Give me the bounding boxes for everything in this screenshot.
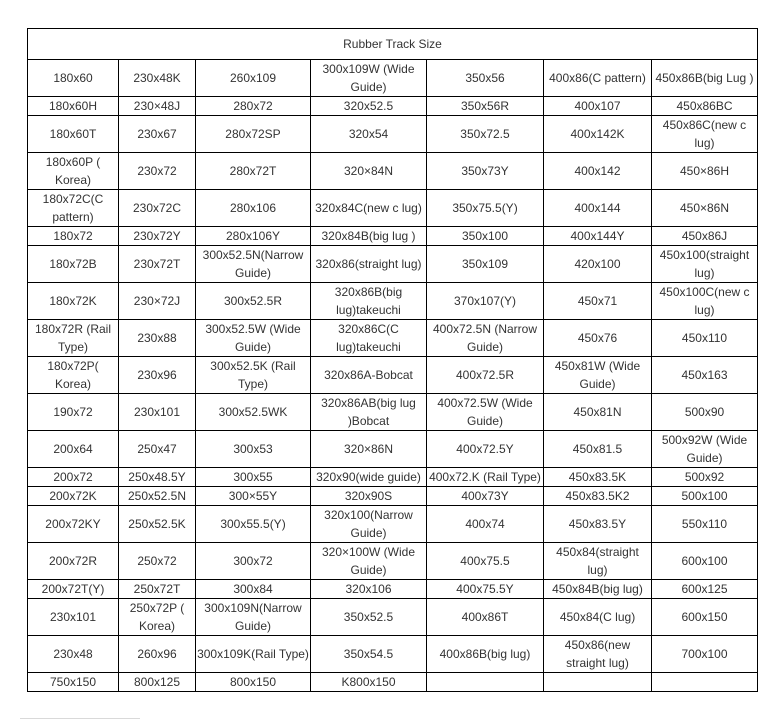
table-cell: 420x100 (544, 246, 652, 283)
table-cell: 350x100 (427, 227, 544, 246)
table-cell: 300x52.5N(Narrow Guide) (196, 246, 311, 283)
table-cell: 300x52.5W (Wide Guide) (196, 320, 311, 357)
table-cell: 400x75.5Y (427, 580, 544, 599)
table-row (28, 246, 758, 283)
table-cell: 280x72T (196, 153, 311, 190)
table-cell: 370x107(Y) (427, 283, 544, 320)
table-cell: 400x72.5W (Wide Guide) (427, 394, 544, 431)
table-cell: 250x48.5Y (119, 468, 196, 487)
table-cell: 800x150 (196, 673, 311, 692)
table-cell: 230x72T (119, 246, 196, 283)
table-caption: Rubber Track Size (28, 29, 758, 60)
table-row (28, 431, 758, 468)
table-cell: 450x81.5 (544, 431, 652, 468)
table-cell: 200x64 (28, 431, 119, 468)
table-cell: 320×84N (311, 153, 427, 190)
table-cell: 300x109W (Wide Guide) (311, 60, 427, 97)
table-row (28, 357, 758, 394)
table-cell: 400x75.5 (427, 543, 544, 580)
table-cell: 450x83.5K2 (544, 487, 652, 506)
table-cell: 180x72 (28, 227, 119, 246)
table-cell: 320x86C(C lug)takeuchi (311, 320, 427, 357)
table-cell: 450x71 (544, 283, 652, 320)
table-cell: 320x86A-Bobcat (311, 357, 427, 394)
table-cell: 350x54.5 (311, 636, 427, 673)
table-cell (427, 673, 544, 692)
table-row (28, 116, 758, 153)
table-cell: 300x52.5R (196, 283, 311, 320)
table-cell: 450x100(straight lug) (652, 246, 758, 283)
table-row (28, 580, 758, 599)
table-row (28, 227, 758, 246)
table-cell: 200x72KY (28, 506, 119, 543)
table-cell: 450x84(C lug) (544, 599, 652, 636)
table-cell: 320×86N (311, 431, 427, 468)
table-cell: 180x60P ( Korea) (28, 153, 119, 190)
table-cell: 600x125 (652, 580, 758, 599)
table-cell: 280x72 (196, 97, 311, 116)
table-cell: 400x144Y (544, 227, 652, 246)
table-row (28, 153, 758, 190)
table-cell: 200x72K (28, 487, 119, 506)
table-cell: K800x150 (311, 673, 427, 692)
table-cell: 320x86AB(big lug )Bobcat (311, 394, 427, 431)
table-cell: 200x72R (28, 543, 119, 580)
table-row (28, 487, 758, 506)
table-cell: 320x106 (311, 580, 427, 599)
table-cell: 180x72C(C pattern) (28, 190, 119, 227)
table-row (28, 636, 758, 673)
table-cell: 300x109N(Narrow Guide) (196, 599, 311, 636)
table-cell: 450x81W (Wide Guide) (544, 357, 652, 394)
table-cell: 450×86H (652, 153, 758, 190)
table-cell: 200x72T(Y) (28, 580, 119, 599)
table-row (28, 60, 758, 97)
table-cell: 180x72P( Korea) (28, 357, 119, 394)
table-cell: 320x84B(big lug ) (311, 227, 427, 246)
table-cell: 300x55 (196, 468, 311, 487)
divider (20, 718, 140, 719)
table-cell: 250x47 (119, 431, 196, 468)
table-cell: 300x52.5WK (196, 394, 311, 431)
table-row (28, 190, 758, 227)
table-cell: 350x56R (427, 97, 544, 116)
table-cell: 350x73Y (427, 153, 544, 190)
table-cell: 320x52.5 (311, 97, 427, 116)
table-cell: 280x72SP (196, 116, 311, 153)
table-cell: 350x56 (427, 60, 544, 97)
table-cell: 320x86B(big lug)takeuchi (311, 283, 427, 320)
table-cell: 350x109 (427, 246, 544, 283)
table-cell: 450x84B(big lug) (544, 580, 652, 599)
table-cell: 450x86B(big Lug ) (652, 60, 758, 97)
table-cell: 400x72.5N (Narrow Guide) (427, 320, 544, 357)
table-caption-row (28, 29, 758, 60)
table-cell: 230x96 (119, 357, 196, 394)
table-cell: 400x72.5Y (427, 431, 544, 468)
table-cell: 250x52.5N (119, 487, 196, 506)
table-cell: 400x72.5R (427, 357, 544, 394)
table-cell: 250x72 (119, 543, 196, 580)
table-cell: 250x72P ( Korea) (119, 599, 196, 636)
table-cell: 230x67 (119, 116, 196, 153)
table-cell: 320x84C(new c lug) (311, 190, 427, 227)
table-cell: 600x150 (652, 599, 758, 636)
table-cell: 320x100(Narrow Guide) (311, 506, 427, 543)
table-cell: 180x60T (28, 116, 119, 153)
table-cell: 800x125 (119, 673, 196, 692)
table-cell (544, 673, 652, 692)
table-cell: 230x72 (119, 153, 196, 190)
table-cell: 320x90S (311, 487, 427, 506)
table-cell: 300x84 (196, 580, 311, 599)
table-row (28, 283, 758, 320)
table-cell: 300x72 (196, 543, 311, 580)
table-cell: 450x163 (652, 357, 758, 394)
table-cell: 230x88 (119, 320, 196, 357)
table-cell: 400x142 (544, 153, 652, 190)
table-cell: 450x83.5K (544, 468, 652, 487)
table-cell: 400x86T (427, 599, 544, 636)
table-cell: 400x142K (544, 116, 652, 153)
table-row (28, 320, 758, 357)
table-cell: 230x101 (28, 599, 119, 636)
table-cell: 320x54 (311, 116, 427, 153)
table-cell: 230×72J (119, 283, 196, 320)
table-cell: 230×48J (119, 97, 196, 116)
table-cell: 180x60H (28, 97, 119, 116)
table-row (28, 97, 758, 116)
table-cell: 190x72 (28, 394, 119, 431)
table-cell: 450x76 (544, 320, 652, 357)
table-cell: 400x144 (544, 190, 652, 227)
table-cell: 500x92W (Wide Guide) (652, 431, 758, 468)
table-cell: 350x52.5 (311, 599, 427, 636)
table-cell: 500x100 (652, 487, 758, 506)
table-cell: 750x150 (28, 673, 119, 692)
table-cell: 280x106 (196, 190, 311, 227)
table-row (28, 599, 758, 636)
table-cell: 300x52.5K (Rail Type) (196, 357, 311, 394)
table-cell: 250x72T (119, 580, 196, 599)
table-cell: 300x109K(Rail Type) (196, 636, 311, 673)
table-cell: 400x73Y (427, 487, 544, 506)
table-cell: 450x86J (652, 227, 758, 246)
table-cell: 300×55Y (196, 487, 311, 506)
table-cell: 400x72.K (Rail Type) (427, 468, 544, 487)
table-cell: 300x53 (196, 431, 311, 468)
table-row (28, 673, 758, 692)
table-cell: 230x48 (28, 636, 119, 673)
table-cell: 180x72R (Rail Type) (28, 320, 119, 357)
rubber-track-size-table (27, 28, 758, 692)
table-cell: 450x100C(new c lug) (652, 283, 758, 320)
table-cell: 400x86B(big lug) (427, 636, 544, 673)
table-cell: 200x72 (28, 468, 119, 487)
table-cell: 260x109 (196, 60, 311, 97)
table-cell: 700x100 (652, 636, 758, 673)
table-cell: 500x90 (652, 394, 758, 431)
table-cell: 320x86(straight lug) (311, 246, 427, 283)
table-cell: 260x96 (119, 636, 196, 673)
table-cell: 500x92 (652, 468, 758, 487)
table-cell: 250x52.5K (119, 506, 196, 543)
table-cell: 400x107 (544, 97, 652, 116)
table-cell: 450x84(straight lug) (544, 543, 652, 580)
table-cell: 230x101 (119, 394, 196, 431)
table-cell: 450x110 (652, 320, 758, 357)
table-cell: 320×100W (Wide Guide) (311, 543, 427, 580)
table-cell: 350x72.5 (427, 116, 544, 153)
table-cell: 450x86BC (652, 97, 758, 116)
table-cell: 350x75.5(Y) (427, 190, 544, 227)
table-cell (652, 673, 758, 692)
table-cell: 450x86(new straight lug) (544, 636, 652, 673)
table-cell: 550x110 (652, 506, 758, 543)
table-cell: 230x72C (119, 190, 196, 227)
table-cell: 180x72B (28, 246, 119, 283)
table-cell: 400x86(C pattern) (544, 60, 652, 97)
table-row (28, 468, 758, 487)
table-row (28, 394, 758, 431)
table-cell: 300x55.5(Y) (196, 506, 311, 543)
table-cell: 280x106Y (196, 227, 311, 246)
table-cell: 450×86N (652, 190, 758, 227)
table-row (28, 506, 758, 543)
table-cell: 600x100 (652, 543, 758, 580)
table-cell: 450x81N (544, 394, 652, 431)
table-cell: 400x74 (427, 506, 544, 543)
table-cell: 320x90(wide guide) (311, 468, 427, 487)
table-cell: 450x83.5Y (544, 506, 652, 543)
table-cell: 180x60 (28, 60, 119, 97)
table-cell: 230x72Y (119, 227, 196, 246)
table-row (28, 543, 758, 580)
table-cell: 230x48K (119, 60, 196, 97)
table-cell: 180x72K (28, 283, 119, 320)
table-cell: 450x86C(new c lug) (652, 116, 758, 153)
